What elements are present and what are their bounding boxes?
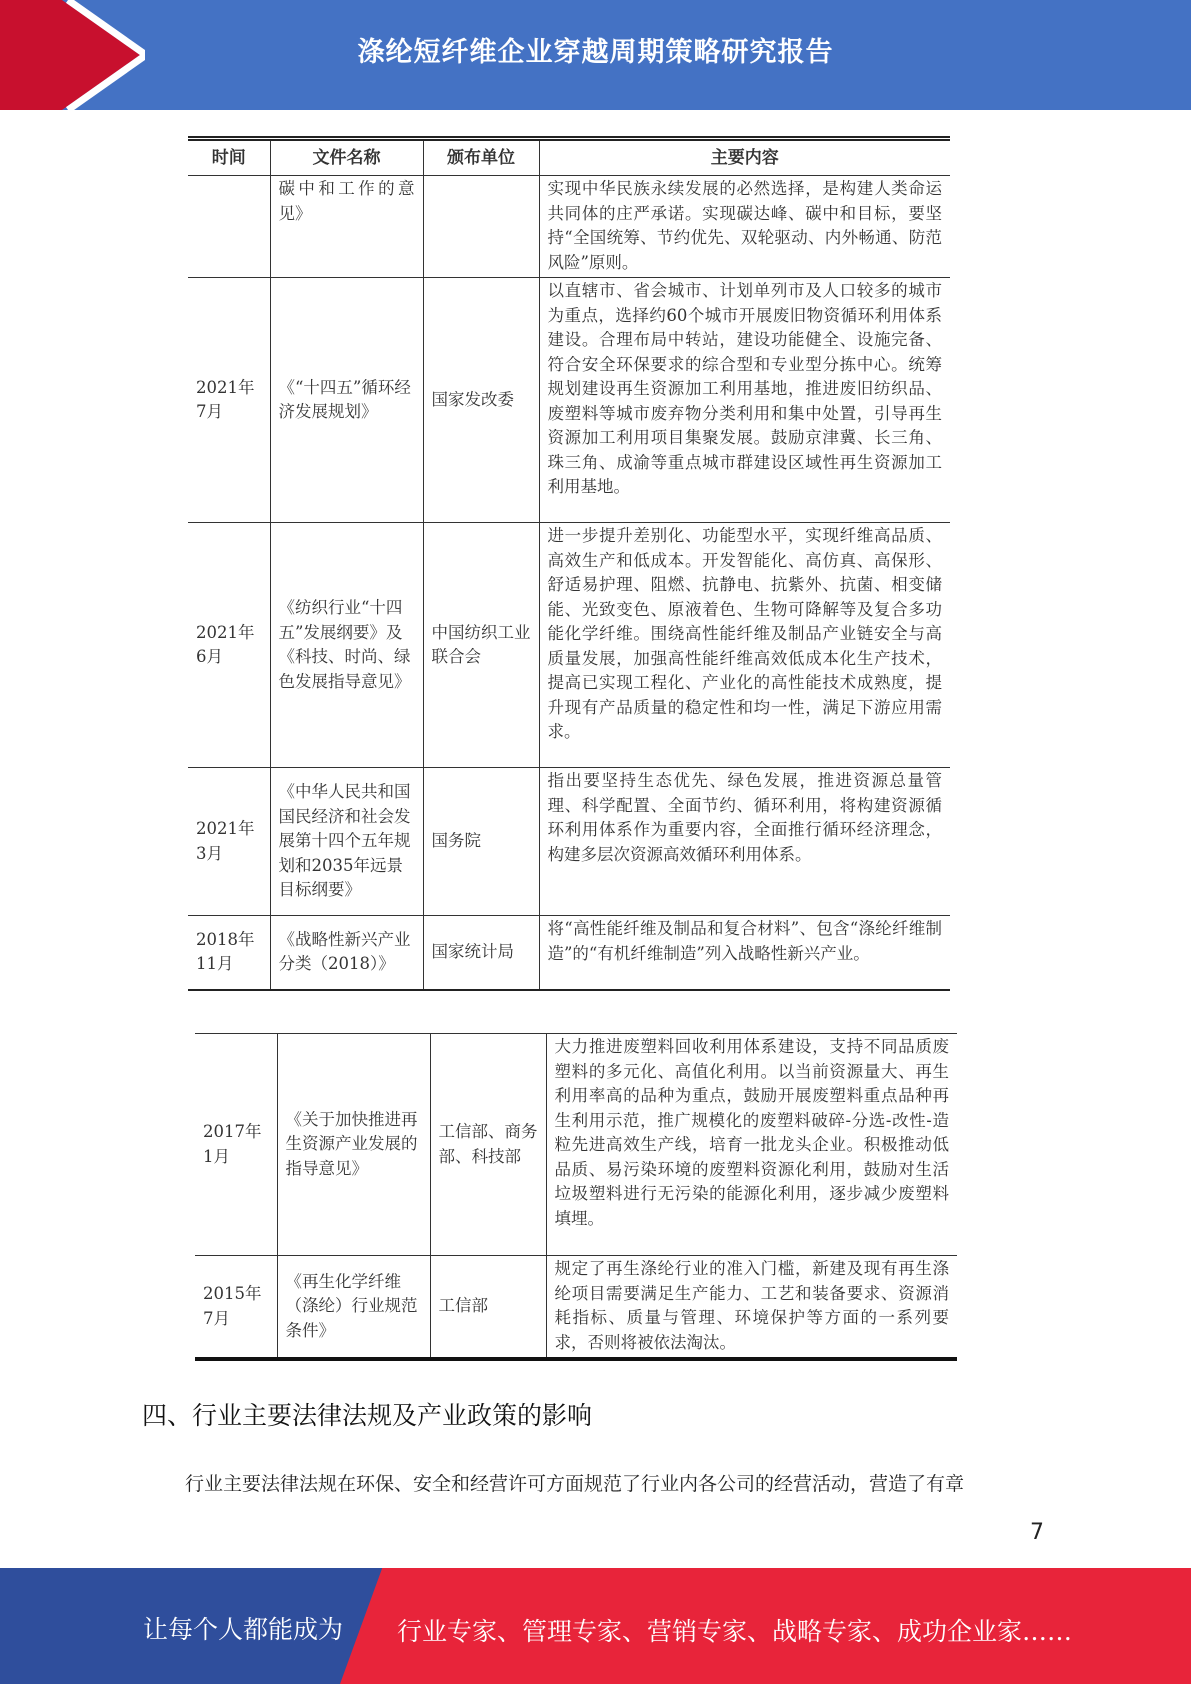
cell-name: 《“十四五”循环经济发展规划》 (270, 278, 423, 523)
page-header (0, 0, 1191, 110)
cell-name: 《关于加快推进再生资源产业发展的指导意见》 (277, 1034, 430, 1256)
cell-issuer: 中国纺织工业联合会 (423, 523, 539, 768)
column-header-issuer: 颁布单位 (423, 139, 539, 176)
cell-content: 指出要坚持生态优先、绿色发展，推进资源总量管理、科学配置、全面节约、循环利用，将构建资源循环利用体系作为重要内容，全面推行循环经济理念，构建多层次资源高效循环利用体系。 (539, 768, 950, 916)
column-header-content: 主要内容 (539, 139, 950, 176)
cell-time (188, 176, 270, 278)
cell-content: 实现中华民族永续发展的必然选择，是构建人类命运共同体的庄严承诺。实现碳达峰、碳中和目标，要坚持“全国统筹、节约优先、双轮驱动、内外畅通、防范风险”原则。 (539, 176, 950, 278)
footer-slogan-right: 行业专家、管理专家、营销专家、战略专家、成功企业家…… (397, 1617, 1073, 1646)
cell-name: 《纺织行业“十四五”发展纲要》及《科技、时尚、绿色发展指导意见》 (270, 523, 423, 768)
cell-time: 2017年1月 (195, 1034, 277, 1256)
report-title: 涤纶短纤维企业穿越周期策略研究报告 (357, 37, 834, 68)
cell-content: 进一步提升差别化、功能型水平，实现纤维高品质、高效生产和低成本。开发智能化、高仿真、高保形、舒适易护理、阻燃、抗静电、抗紫外、抗菌、相变储能、光致变色、原液着色、生物可降解等及复合多功能化学纤维。围绕高性能纤维及制品产业链安全与高质量发展，加强高性能纤维高效低成本化生产技术，提高已实现工程化、产业化的高性能技术成熟度，提升现有产品质量的稳定性和均一性，满足下游应用需求。 (539, 523, 950, 768)
cell-issuer: 国家发改委 (423, 278, 539, 523)
cell-name: 《战略性新兴产业分类（2018）》 (270, 916, 423, 990)
cell-name: 《中华人民共和国国民经济和社会发展第十四个五年规划和2035年远景目标纲要》 (270, 768, 423, 916)
table-row (195, 1256, 957, 1360)
cell-time: 2021年6月 (188, 523, 270, 768)
table-row (188, 916, 950, 990)
policy-table-1 (188, 136, 950, 991)
cell-time: 2018年11月 (188, 916, 270, 990)
footer-slogan-left: 让每个人都能成为 (143, 1615, 344, 1644)
cell-time: 2015年7月 (195, 1256, 277, 1360)
page-number: 7 (1030, 1520, 1044, 1545)
cell-issuer: 国家统计局 (423, 916, 539, 990)
cell-content: 以直辖市、省会城市、计划单列市及人口较多的城市为重点，选择约60个城市开展废旧物资循环利用体系建设。合理布局中转站，建设功能健全、设施完备、符合安全环保要求的综合型和专业型分拣中心。统筹规划建设再生资源加工利用基地，推进废旧纺织品、废塑料等城市废弃物分类利用和集中处置，引导再生资源加工利用项目集聚发展。鼓励京津冀、长三角、珠三角、成渝等重点城市群建设区域性再生资源加工利用基地。 (539, 278, 950, 523)
body-paragraph: 行业主要法律法规在环保、安全和经营许可方面规范了行业内各公司的经营活动，营造了有章 (185, 1473, 965, 1495)
cell-content: 大力推进废塑料回收利用体系建设，支持不同品质废塑料的多元化、高值化利用。以当前资源量大、再生利用率高的品种为重点，鼓励开展废塑料重点品种再生利用示范，推广规模化的废塑料破碎-分选-改性-造粒先进高效生产线，培育一批龙头企业。积极推动低品质、易污染环境的废塑料资源化利用，鼓励对生活垃圾塑料进行无污染的能源化利用，逐步减少废塑料填埋。 (546, 1034, 957, 1256)
table-row (188, 176, 950, 278)
cell-time: 2021年7月 (188, 278, 270, 523)
cell-name: 《再生化学纤维（涤纶）行业规范条件》 (277, 1256, 430, 1360)
table-row (188, 523, 950, 768)
cell-issuer: 国务院 (423, 768, 539, 916)
cell-time: 2021年3月 (188, 768, 270, 916)
table-header-row (188, 139, 950, 176)
policy-table-2 (195, 1033, 957, 1361)
page-footer (0, 1568, 1191, 1684)
section-heading: 四、行业主要法律法规及产业政策的影响 (142, 1401, 593, 1430)
column-header-time: 时间 (188, 139, 270, 176)
cell-issuer: 工信部 (430, 1256, 546, 1360)
table-row (188, 278, 950, 523)
table-row (195, 1034, 957, 1256)
column-header-name: 文件名称 (270, 139, 423, 176)
cell-issuer (423, 176, 539, 278)
cell-content: 将“高性能纤维及制品和复合材料”、包含“涤纶纤维制造”的“有机纤维制造”列入战略性新兴产业。 (539, 916, 950, 990)
cell-issuer: 工信部、商务部、科技部 (430, 1034, 546, 1256)
cell-content: 规定了再生涤纶行业的准入门槛，新建及现有再生涤纶项目需要满足生产能力、工艺和装备要求、资源消耗指标、质量与管理、环境保护等方面的一系列要求，否则将被依法淘汰。 (546, 1256, 957, 1360)
cell-name: 碳中和工作的意见》 (270, 176, 423, 278)
table-row (188, 768, 950, 916)
